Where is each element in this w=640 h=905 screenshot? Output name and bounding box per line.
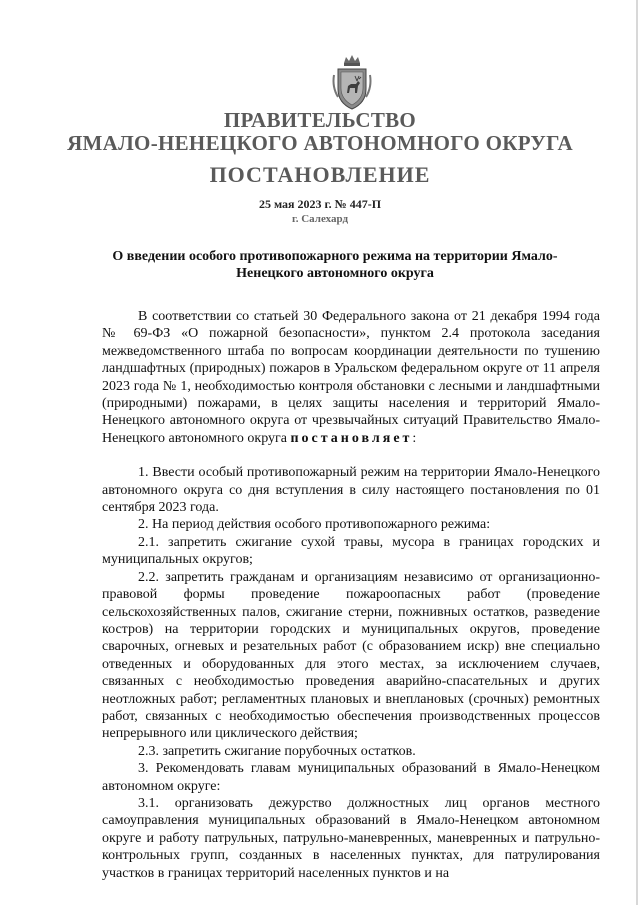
clause-2-2: 2.2. запретить гражданам и организациям независимо от организационно-правовой формы проведение пожароопасных работ (проведение сельскохозяйственных палов, сжигание стерни, пожнивных остатков, разведение костров) на территории городских и муниципальных округов, проведение сварочных, огневых и резательных работ (с образованием искр) вне специально отведенных и оборудованных для этого местах, за исключением случаев, связанных с необходимостью проведения аварийно-спасательных и других неотложных работ; регламентных плановых и внеплановых (срочных) ремонтных работ, связанных с необходимостью обеспечения производственных процессов непрерывного или циклического действия; [102,569,600,742]
clause-1: 1. Ввести особый противопожарный режим на территории Ямало-Ненецкого автономного округа со дня вступления в силу настоящего постановления по 01 сентября 2023 года. [102,465,600,516]
clause-3: 3. Рекомендовать главам муниципальных образований в Ямало-Ненецком автономном округе: [102,761,600,794]
document-type: ПОСТАНОВЛЕНИЕ [209,162,431,187]
document-date-number: 25 мая 2023 г. № 447-П [258,197,382,211]
resolves-word: постановляет [290,430,413,446]
region-title: ЯМАЛО-НЕНЕЦКОГО АВТОНОМНОГО ОКРУГА [67,131,573,155]
resolves-colon: : [412,430,417,446]
clause-2-1: 2.1. запретить сжигание сухой травы, мусора в границах городских и муниципальных округов; [102,534,600,568]
document-place: г. Салехард [291,213,349,225]
clause-2: 2. На период действия особого противопожарного режима: [138,517,491,533]
document-title: О введении особого противопожарного режима на территории Ямало-Ненецкого автономного округа [112,249,558,281]
clause-2-3: 2.3. запретить сжигание порубочных остатков. [138,743,416,759]
preamble-text: В соответствии со статьей 30 Федерального закона от 21 декабря 1994 года № 69-ФЗ «О пожарной безопасности», пунктом 2.4 протокола заседания межведомственного штаба по вопросам координации деятельности по тушению ландшафтных (природных) пожаров в Уральском федеральном округе от 11 апреля 2023 года № 1, необходимостью контроля обстановки с лесными и ландшафтными (природными) пожарами, в целях защиты населения и территорий Ямало-Ненецкого автономного округа от чрезвычайных ситуаций Правительство Ямало-Ненецкого автономного округа [102,309,600,446]
coat-of-arms-emblem [330,53,374,111]
clause-3-1: 3.1. организовать дежурство должностных лиц органов местного самоуправления муниципальных образований в Ямало-Ненецком автономном округе и работу патрульных, патрульно-маневренных, маневренных и патрульно-контрольных групп, созданных в населенных пунктах, для патрулирования участков в границах территорий населенных пунктов и на [102,795,600,881]
document-body [102,308,600,882]
preamble-paragraph [102,308,600,447]
government-title: ПРАВИТЕЛЬСТВО [223,108,417,132]
